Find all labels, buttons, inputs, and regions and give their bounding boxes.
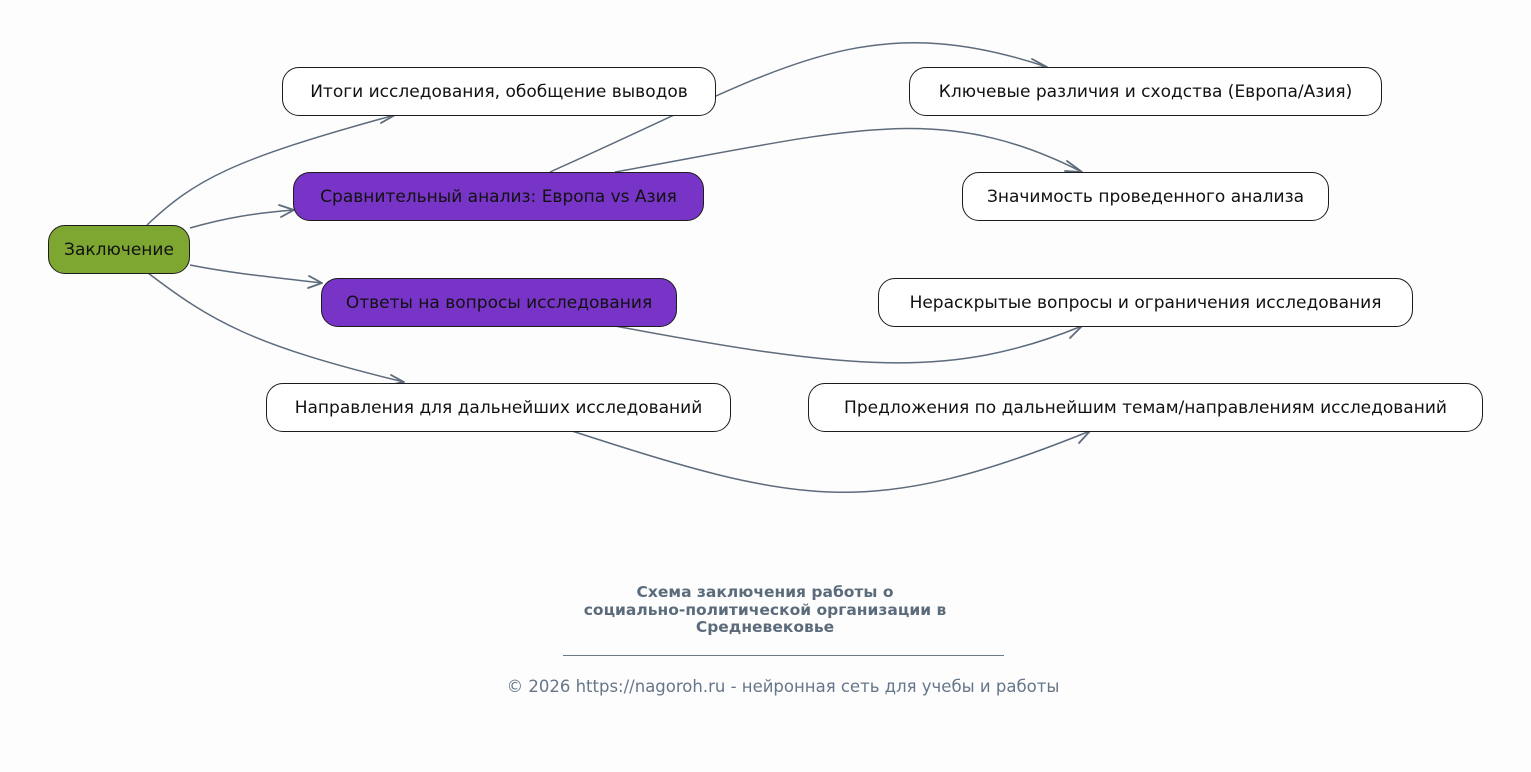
edge-sravn-znach: [615, 129, 1082, 172]
node-label: Предложения по дальнейшим темам/направлениям исследований: [844, 397, 1447, 418]
node-label: Ключевые различия и сходства (Европа/Азия): [938, 81, 1353, 102]
node-znachimost-analiza: [962, 172, 1329, 221]
node-label: Нераскрытые вопросы и ограничения исследования: [909, 292, 1382, 313]
arrowhead-znach: [1065, 161, 1082, 172]
node-zaklyuchenie: [48, 225, 190, 274]
node-label: Итоги исследования, обобщение выводов: [310, 81, 688, 102]
node-label: Заключение: [64, 239, 174, 260]
node-klyuchevye-razlichiya: [909, 67, 1382, 116]
caption-line-2: социально-политической организации в: [583, 600, 947, 619]
caption-line-1: Схема заключения работы о: [636, 583, 894, 601]
edge-root-otvety: [190, 265, 322, 283]
edge-napr-predl: [572, 431, 1090, 492]
caption-divider: [563, 655, 1004, 656]
node-sravnitelnyi-analiz: [293, 172, 704, 221]
diagram-caption: [545, 584, 985, 637]
node-label: Сравнительный анализ: Европа vs Азия: [320, 186, 677, 207]
node-otvety-na-voprosy: [321, 278, 677, 327]
node-label: Ответы на вопросы исследования: [345, 292, 653, 313]
node-itogi-issledovaniya: [282, 67, 716, 116]
footer-credit: © 2026 https://nagoroh.ru - нейронная сеть для учебы и работы: [506, 677, 1060, 696]
caption-line-3: Средневековье: [695, 618, 835, 636]
node-label: Направления для дальнейших исследований: [294, 397, 703, 418]
node-napravleniya: [266, 383, 731, 432]
edge-otvety-nerask: [615, 326, 1082, 363]
node-neraskrytye-voprosy: [878, 278, 1413, 327]
node-predlozheniya: [808, 383, 1483, 432]
node-label: Значимость проведенного анализа: [986, 186, 1305, 207]
edge-root-sravn: [190, 210, 294, 228]
